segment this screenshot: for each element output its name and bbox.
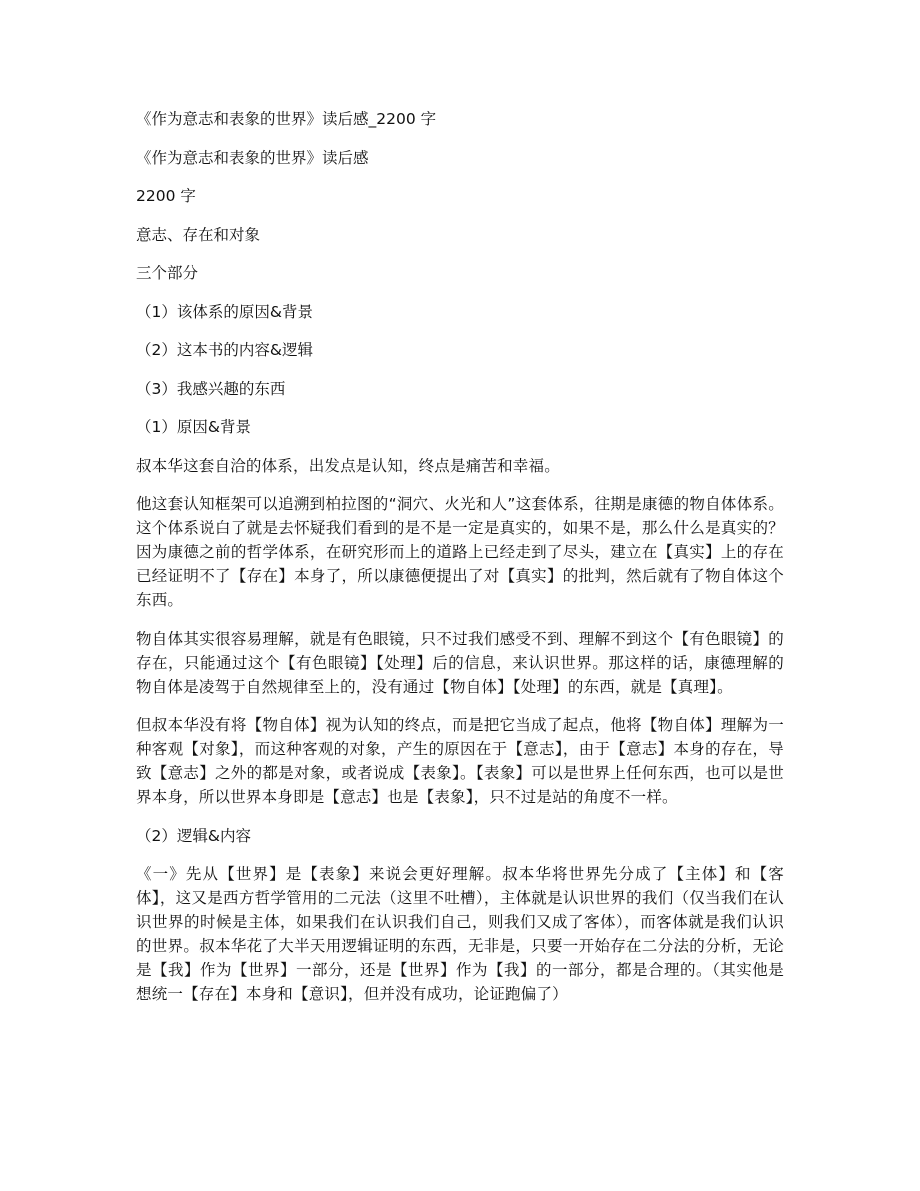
paragraph-5: 《一》先从【世界】是【表象】来说会更好理解。叔本华将世界先分成了【主体】和【客体】，这又是西方哲学管用的二元法（这里不吐槽），主体就是认识世界的我们（仅当我们在认识世界的时候是主体，如果我们在认识我们自己，则我们又成了客体），而客体就是我们认识的世界。叔本华花了大半天用逻辑证明的东西，无非是，只要一开始存在二分法的分析，无论是【我】作为【世界】一部分，还是【世界】作为【我】的一部分，都是合理的。（其实他是想统一【存在】本身和【意识】，但并没有成功，论证跑偏了）	[136, 865, 784, 1003]
outline-item-2: （2）这本书的内容&逻辑	[136, 341, 313, 359]
section2-heading: （2）逻辑&内容	[136, 826, 251, 845]
parts-heading: 三个部分	[136, 264, 199, 282]
document-title-full: 《作为意志和表象的世界》读后感_2200 字	[136, 110, 437, 128]
paragraph-4: 但叔本华没有将【物自体】视为认知的终点，而是把它当成了起点，他将【物自体】理解为一种客观【对象】，而这种客观的对象，产生的原因在于【意志】，由于【意志】本身的存在，导致【意志】之外的都是对象，或者说成【表象】。【表象】可以是世界上任何东西，也可以是世界本身，所以世界本身即是【意志】也是【表象】，只不过是站的角度不一样。	[136, 716, 784, 806]
word-count: 2200 字	[136, 187, 196, 205]
paragraph-1: 叔本华这套自洽的体系，出发点是认知，终点是痛苦和幸福。	[136, 456, 560, 475]
outline-item-1: （1）该体系的原因&背景	[136, 302, 313, 321]
paragraph-3: 物自体其实很容易理解，就是有色眼镜，只不过我们感受不到、理解不到这个【有色眼镜】的存在，只能通过这个【有色眼镜】【处理】后的信息，来认识世界。那这样的话，康德理解的物自体是凌驾于自然规律至上的，没有通过【物自体】【处理】的东西，就是【真理】。	[136, 629, 784, 696]
outline-item-3: （3）我感兴趣的东西	[136, 379, 286, 398]
subtitle: 意志、存在和对象	[136, 225, 261, 244]
section1-heading: （1）原因&背景	[136, 418, 251, 436]
paragraph-2: 他这套认知框架可以追溯到柏拉图的“洞穴、火光和人”这套体系，往期是康德的物自体体系。这个体系说白了就是去怀疑我们看到的是不是一定是真实的，如果不是，那么什么是真实的？因为康德之前的哲学体系，在研究形而上的道路上已经走到了尽头，建立在【真实】上的存在已经证明不了【存在】本身了，所以康德便提出了对【真实】的批判，然后就有了物自体这个东西。	[136, 495, 784, 609]
document-page	[136, 107, 784, 1021]
document-title: 《作为意志和表象的世界》读后感	[136, 148, 369, 167]
